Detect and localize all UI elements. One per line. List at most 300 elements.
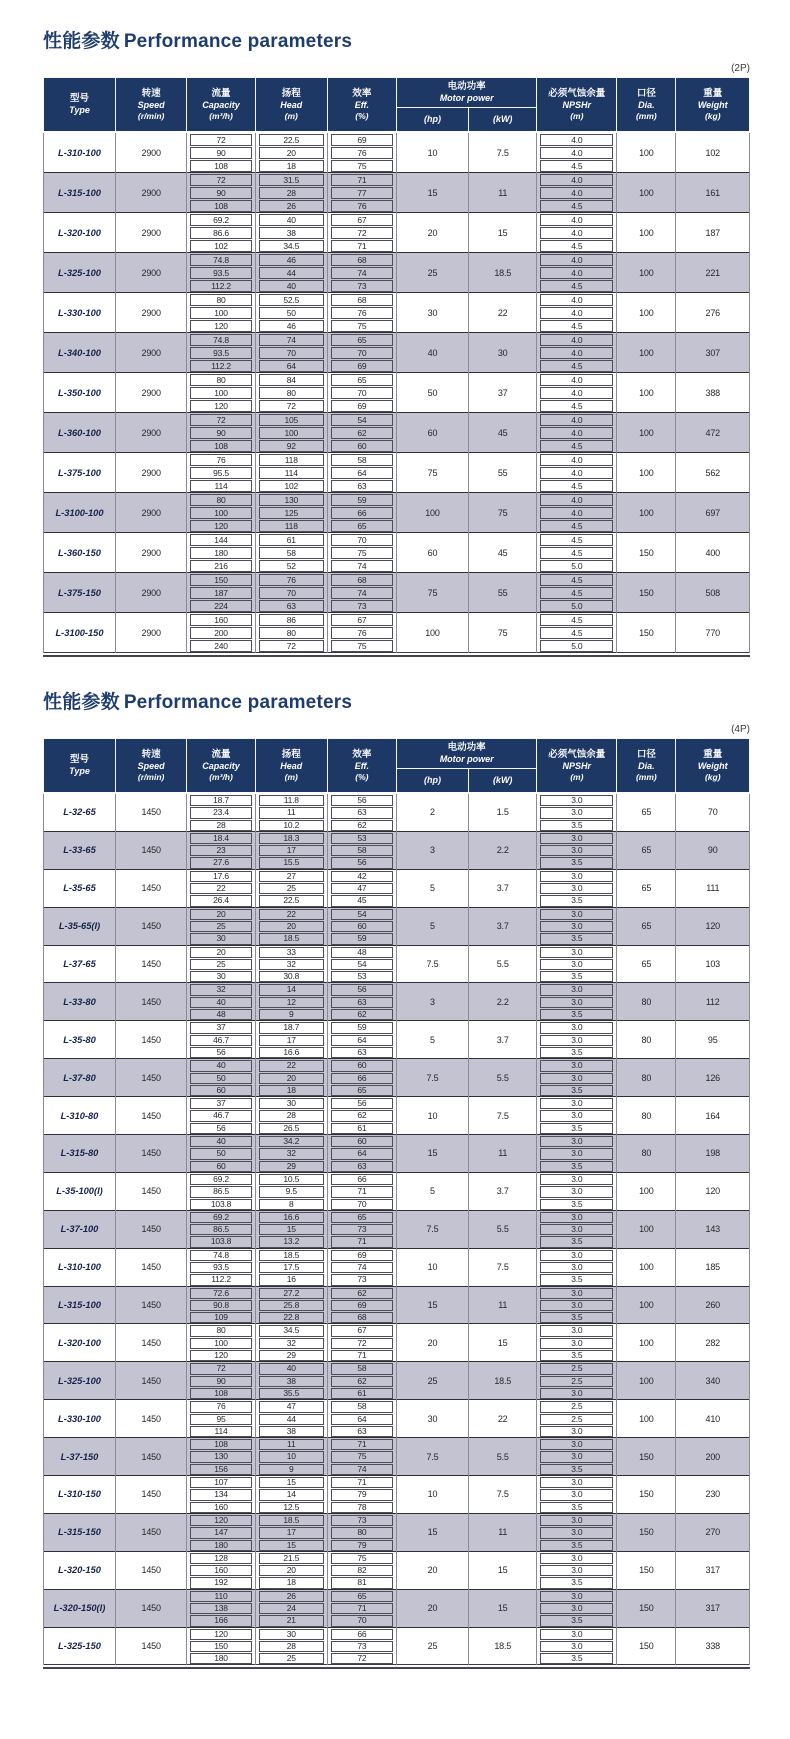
npshr-value-cell bbox=[537, 1488, 617, 1500]
eff-value-cell bbox=[327, 1299, 396, 1311]
capacity-value: 69.2 bbox=[190, 1174, 251, 1185]
head-value-cell bbox=[255, 1551, 327, 1564]
hp-value-cell: 10 bbox=[396, 1248, 468, 1286]
eff-value: 76 bbox=[331, 147, 393, 159]
capacity-value-cell bbox=[187, 506, 255, 519]
npshr-value-cell bbox=[537, 1046, 617, 1059]
capacity-value-cell bbox=[187, 1248, 255, 1261]
npshr-value: 3.0 bbox=[540, 1224, 613, 1235]
capacity-value-cell bbox=[187, 907, 255, 920]
capacity-value: 32 bbox=[190, 984, 251, 995]
npshr-value-cell bbox=[537, 907, 617, 920]
head-value-cell bbox=[255, 253, 327, 267]
npshr-value-cell bbox=[537, 386, 617, 399]
spec-row bbox=[44, 1589, 750, 1602]
head-value: 32 bbox=[259, 959, 324, 970]
capacity-value: 112.2 bbox=[190, 1274, 251, 1285]
spec-row bbox=[44, 831, 750, 844]
kw-value-cell: 5.5 bbox=[468, 1059, 536, 1097]
eff-value: 79 bbox=[331, 1540, 393, 1551]
capacity-value: 76 bbox=[190, 454, 251, 466]
eff-value: 63 bbox=[331, 480, 393, 492]
eff-value: 79 bbox=[331, 1489, 393, 1500]
head-value: 84 bbox=[259, 374, 324, 386]
head-value-cell bbox=[255, 1135, 327, 1148]
speed-cell: 2900 bbox=[116, 173, 187, 213]
eff-value: 71 bbox=[331, 1350, 393, 1361]
capacity-value-cell bbox=[187, 1223, 255, 1235]
npshr-value-cell bbox=[537, 519, 617, 533]
speed-cell: 1450 bbox=[116, 1476, 187, 1514]
type-cell: L-375-150 bbox=[44, 573, 116, 613]
npshr-value: 3.0 bbox=[540, 947, 613, 958]
npshr-value-cell bbox=[537, 1273, 617, 1286]
npshr-value: 5.0 bbox=[540, 600, 613, 612]
eff-value-cell bbox=[327, 1084, 396, 1097]
kw-value-cell: 3.7 bbox=[468, 1021, 536, 1059]
weight-cell: 317 bbox=[676, 1551, 750, 1589]
head-value: 9 bbox=[259, 1464, 324, 1475]
npshr-value: 3.5 bbox=[540, 1047, 613, 1058]
npshr-value: 2.5 bbox=[540, 1414, 613, 1425]
head-value-cell bbox=[255, 1311, 327, 1324]
capacity-value-cell bbox=[187, 983, 255, 996]
hp-value-cell: 75 bbox=[396, 573, 468, 613]
eff-value-cell bbox=[327, 613, 396, 627]
head-value-cell bbox=[255, 1602, 327, 1614]
capacity-value: 56 bbox=[190, 1123, 251, 1134]
table-bottom-rule bbox=[43, 1667, 750, 1669]
npshr-value-cell bbox=[537, 894, 617, 907]
eff-value-cell bbox=[327, 279, 396, 293]
eff-value: 62 bbox=[331, 1009, 393, 1020]
capacity-value: 20 bbox=[190, 909, 251, 920]
npshr-value-cell bbox=[537, 1513, 617, 1526]
dia-cell: 150 bbox=[617, 573, 676, 613]
eff-value-cell bbox=[327, 413, 396, 427]
head-value: 25 bbox=[259, 1653, 324, 1664]
capacity-value: 100 bbox=[190, 1338, 251, 1349]
kw-value-cell: 7.5 bbox=[468, 132, 536, 173]
head-value: 31.5 bbox=[259, 174, 324, 186]
npshr-value-cell bbox=[537, 346, 617, 359]
capacity-value: 156 bbox=[190, 1464, 251, 1475]
head-value: 22 bbox=[259, 909, 324, 920]
eff-value: 58 bbox=[331, 845, 393, 856]
eff-value: 56 bbox=[331, 1098, 393, 1109]
capacity-value-cell bbox=[187, 1576, 255, 1589]
kw-value-cell: 75 bbox=[468, 493, 536, 533]
head-value-cell bbox=[255, 239, 327, 253]
col-header-npshr: 必须气蚀余量 NPSHr (m) bbox=[537, 78, 617, 133]
head-value: 18 bbox=[259, 160, 324, 172]
section-title bbox=[43, 26, 750, 53]
npshr-value: 4.0 bbox=[540, 227, 613, 239]
hp-value-cell: 60 bbox=[396, 533, 468, 573]
type-cell: L-37-80 bbox=[44, 1059, 116, 1097]
npshr-value-cell bbox=[537, 983, 617, 996]
weight-cell: 282 bbox=[676, 1324, 750, 1362]
npshr-value: 3.0 bbox=[540, 1060, 613, 1071]
head-value: 12.5 bbox=[259, 1502, 324, 1513]
speed-cell: 1450 bbox=[116, 1513, 187, 1551]
hp-value-cell: 5 bbox=[396, 869, 468, 907]
eff-value: 69 bbox=[331, 360, 393, 372]
weight-cell: 143 bbox=[676, 1210, 750, 1248]
dia-cell: 150 bbox=[617, 1476, 676, 1514]
head-value-cell bbox=[255, 856, 327, 869]
dia-cell: 80 bbox=[617, 1135, 676, 1173]
eff-value: 71 bbox=[331, 1186, 393, 1197]
npshr-value: 3.0 bbox=[540, 845, 613, 856]
eff-value: 75 bbox=[331, 547, 393, 559]
npshr-value: 3.5 bbox=[540, 1312, 613, 1323]
spec-row bbox=[44, 983, 750, 996]
capacity-value: 50 bbox=[190, 1148, 251, 1159]
eff-value-cell bbox=[327, 1501, 396, 1514]
eff-value-cell bbox=[327, 1147, 396, 1159]
head-value: 22.8 bbox=[259, 1312, 324, 1323]
eff-value: 74 bbox=[331, 587, 393, 599]
capacity-value-cell bbox=[187, 1627, 255, 1640]
type-cell: L-33-65 bbox=[44, 831, 116, 869]
dia-cell: 80 bbox=[617, 1059, 676, 1097]
npshr-value-cell bbox=[537, 1097, 617, 1110]
eff-value: 71 bbox=[331, 240, 393, 252]
dia-cell: 80 bbox=[617, 1097, 676, 1135]
head-value-cell bbox=[255, 399, 327, 413]
npshr-value: 3.0 bbox=[540, 1641, 613, 1652]
eff-value-cell bbox=[327, 1109, 396, 1121]
speed-cell: 2900 bbox=[116, 573, 187, 613]
speed-cell: 1450 bbox=[116, 831, 187, 869]
capacity-value-cell bbox=[187, 519, 255, 533]
type-cell: L-330-100 bbox=[44, 1400, 116, 1438]
npshr-value: 3.0 bbox=[540, 1603, 613, 1614]
head-value-cell bbox=[255, 519, 327, 533]
capacity-value: 23 bbox=[190, 845, 251, 856]
capacity-value: 147 bbox=[190, 1527, 251, 1538]
col-header-speed: 转速 Speed (r/min) bbox=[116, 78, 187, 133]
npshr-value-cell bbox=[537, 869, 617, 882]
capacity-value-cell bbox=[187, 639, 255, 653]
eff-value-cell bbox=[327, 1072, 396, 1084]
eff-value: 53 bbox=[331, 833, 393, 844]
eff-value: 66 bbox=[331, 1174, 393, 1185]
speed-cell: 1450 bbox=[116, 1210, 187, 1248]
npshr-value-cell bbox=[537, 506, 617, 519]
capacity-value-cell bbox=[187, 1640, 255, 1652]
npshr-value: 2.5 bbox=[540, 1401, 613, 1412]
head-value-cell bbox=[255, 1223, 327, 1235]
spec-row bbox=[44, 293, 750, 307]
npshr-value-cell bbox=[537, 1652, 617, 1665]
spec-row bbox=[44, 453, 750, 467]
weight-cell: 770 bbox=[676, 613, 750, 653]
head-value-cell bbox=[255, 806, 327, 818]
head-value-cell bbox=[255, 1337, 327, 1349]
eff-value: 67 bbox=[331, 1325, 393, 1336]
head-value-cell bbox=[255, 319, 327, 333]
head-value: 34.2 bbox=[259, 1136, 324, 1147]
head-value: 58 bbox=[259, 547, 324, 559]
eff-value: 62 bbox=[331, 1288, 393, 1299]
col-header-capacity: 流量 Capacity (m³/h) bbox=[187, 78, 255, 133]
speed-cell: 2900 bbox=[116, 213, 187, 253]
npshr-value-cell bbox=[537, 1576, 617, 1589]
hp-value-cell: 30 bbox=[396, 293, 468, 333]
kw-value-cell: 22 bbox=[468, 293, 536, 333]
speed-cell: 1450 bbox=[116, 1135, 187, 1173]
capacity-value-cell bbox=[187, 466, 255, 479]
npshr-value: 3.0 bbox=[540, 807, 613, 818]
head-value: 11.8 bbox=[259, 795, 324, 806]
eff-value: 70 bbox=[331, 387, 393, 399]
npshr-value-cell bbox=[537, 1122, 617, 1135]
capacity-value-cell bbox=[187, 253, 255, 267]
capacity-value: 86.5 bbox=[190, 1186, 251, 1197]
capacity-value-cell bbox=[187, 533, 255, 547]
eff-value: 62 bbox=[331, 820, 393, 831]
npshr-value-cell bbox=[537, 1589, 617, 1602]
dia-cell: 100 bbox=[617, 132, 676, 173]
eff-value: 71 bbox=[331, 1603, 393, 1614]
capacity-value: 46.7 bbox=[190, 1110, 251, 1121]
eff-value-cell bbox=[327, 453, 396, 467]
eff-value: 74 bbox=[331, 560, 393, 572]
eff-value: 64 bbox=[331, 1035, 393, 1046]
weight-cell: 102 bbox=[676, 132, 750, 173]
head-value: 80 bbox=[259, 387, 324, 399]
eff-value-cell bbox=[327, 266, 396, 279]
col-header-head: 扬程 Head (m) bbox=[255, 78, 327, 133]
capacity-value: 120 bbox=[190, 1629, 251, 1640]
head-value: 30 bbox=[259, 1629, 324, 1640]
capacity-value: 74.8 bbox=[190, 334, 251, 346]
eff-value: 63 bbox=[331, 997, 393, 1008]
capacity-value: 90 bbox=[190, 1376, 251, 1387]
head-value-cell bbox=[255, 882, 327, 894]
eff-value-cell bbox=[327, 253, 396, 267]
head-value: 63 bbox=[259, 600, 324, 612]
capacity-value-cell bbox=[187, 1564, 255, 1576]
head-value: 52 bbox=[259, 560, 324, 572]
capacity-value-cell bbox=[187, 1513, 255, 1526]
eff-value-cell bbox=[327, 1564, 396, 1576]
capacity-value-cell bbox=[187, 1311, 255, 1324]
head-value-cell bbox=[255, 831, 327, 844]
eff-value: 59 bbox=[331, 494, 393, 506]
capacity-value: 216 bbox=[190, 560, 251, 572]
eff-value-cell bbox=[327, 399, 396, 413]
hp-value-cell: 25 bbox=[396, 1362, 468, 1400]
capacity-value-cell bbox=[187, 1147, 255, 1159]
eff-value-cell bbox=[327, 1160, 396, 1173]
npshr-value-cell bbox=[537, 1400, 617, 1413]
weight-cell: 111 bbox=[676, 869, 750, 907]
npshr-value-cell bbox=[537, 970, 617, 983]
capacity-value-cell bbox=[187, 132, 255, 146]
capacity-value: 166 bbox=[190, 1615, 251, 1626]
speed-cell: 1450 bbox=[116, 1059, 187, 1097]
eff-value: 67 bbox=[331, 614, 393, 626]
npshr-value: 3.0 bbox=[540, 1288, 613, 1299]
npshr-value: 4.5 bbox=[540, 160, 613, 172]
speed-cell: 1450 bbox=[116, 869, 187, 907]
head-value-cell bbox=[255, 1400, 327, 1413]
head-value: 17 bbox=[259, 1527, 324, 1538]
eff-value-cell bbox=[327, 1476, 396, 1489]
capacity-value: 224 bbox=[190, 600, 251, 612]
kw-value-cell: 5.5 bbox=[468, 945, 536, 983]
eff-value-cell bbox=[327, 920, 396, 932]
dia-cell: 150 bbox=[617, 1513, 676, 1551]
head-value-cell bbox=[255, 639, 327, 653]
eff-value: 71 bbox=[331, 1477, 393, 1488]
npshr-value: 3.0 bbox=[540, 1565, 613, 1576]
speed-cell: 1450 bbox=[116, 1362, 187, 1400]
npshr-value-cell bbox=[537, 996, 617, 1008]
npshr-value-cell bbox=[537, 1223, 617, 1235]
eff-value-cell bbox=[327, 626, 396, 639]
capacity-value: 120 bbox=[190, 320, 251, 332]
npshr-value: 3.0 bbox=[540, 1250, 613, 1261]
hp-value-cell: 20 bbox=[396, 1589, 468, 1627]
capacity-value: 60 bbox=[190, 1161, 251, 1172]
npshr-value-cell bbox=[537, 559, 617, 573]
head-value: 18.5 bbox=[259, 933, 324, 944]
npshr-value: 3.0 bbox=[540, 1073, 613, 1084]
speed-cell: 1450 bbox=[116, 1286, 187, 1324]
spec-row bbox=[44, 173, 750, 187]
kw-value-cell: 15 bbox=[468, 213, 536, 253]
head-value: 17 bbox=[259, 1035, 324, 1046]
npshr-value: 4.5 bbox=[540, 280, 613, 292]
eff-value-cell bbox=[327, 793, 396, 806]
type-cell: L-320-100 bbox=[44, 213, 116, 253]
kw-value-cell: 45 bbox=[468, 533, 536, 573]
npshr-value-cell bbox=[537, 239, 617, 253]
npshr-value: 4.5 bbox=[540, 400, 613, 412]
npshr-value: 3.0 bbox=[540, 1515, 613, 1526]
head-value-cell bbox=[255, 1046, 327, 1059]
hp-value-cell: 20 bbox=[396, 1551, 468, 1589]
capacity-value-cell bbox=[187, 373, 255, 387]
weight-cell: 276 bbox=[676, 293, 750, 333]
spec-row bbox=[44, 1400, 750, 1413]
kw-value-cell: 7.5 bbox=[468, 1476, 536, 1514]
eff-value-cell bbox=[327, 1324, 396, 1337]
kw-value-cell: 22 bbox=[468, 1400, 536, 1438]
head-value: 38 bbox=[259, 227, 324, 239]
eff-value: 65 bbox=[331, 374, 393, 386]
kw-value-cell: 15 bbox=[468, 1324, 536, 1362]
eff-value-cell bbox=[327, 213, 396, 227]
capacity-value: 40 bbox=[190, 997, 251, 1008]
capacity-value-cell bbox=[187, 239, 255, 253]
head-value-cell bbox=[255, 1097, 327, 1110]
table-body-2p bbox=[44, 132, 750, 653]
capacity-value: 18.7 bbox=[190, 795, 251, 806]
capacity-value-cell bbox=[187, 1589, 255, 1602]
spec-row bbox=[44, 573, 750, 587]
speed-cell: 2900 bbox=[116, 493, 187, 533]
eff-value-cell bbox=[327, 132, 396, 146]
dia-cell: 65 bbox=[617, 907, 676, 945]
npshr-value-cell bbox=[537, 573, 617, 587]
npshr-value-cell bbox=[537, 359, 617, 373]
eff-value-cell bbox=[327, 1652, 396, 1665]
capacity-value: 200 bbox=[190, 627, 251, 639]
eff-value-cell bbox=[327, 226, 396, 239]
head-value: 46 bbox=[259, 320, 324, 332]
head-value: 17.5 bbox=[259, 1262, 324, 1273]
hp-value-cell: 60 bbox=[396, 413, 468, 453]
head-value: 20 bbox=[259, 1073, 324, 1084]
npshr-value-cell bbox=[537, 1109, 617, 1121]
type-cell: L-35-65 bbox=[44, 869, 116, 907]
speed-cell: 1450 bbox=[116, 1324, 187, 1362]
head-value: 18.3 bbox=[259, 833, 324, 844]
capacity-value: 23.4 bbox=[190, 807, 251, 818]
npshr-value: 4.0 bbox=[540, 147, 613, 159]
eff-value-cell bbox=[327, 1375, 396, 1387]
eff-value-cell bbox=[327, 856, 396, 869]
npshr-value-cell bbox=[537, 132, 617, 146]
eff-value: 62 bbox=[331, 1110, 393, 1121]
capacity-value: 76 bbox=[190, 1401, 251, 1412]
speed-cell: 1450 bbox=[116, 1400, 187, 1438]
npshr-value-cell bbox=[537, 1602, 617, 1614]
capacity-value: 48 bbox=[190, 1009, 251, 1020]
npshr-value-cell bbox=[537, 844, 617, 856]
capacity-value: 50 bbox=[190, 1073, 251, 1084]
npshr-value: 4.0 bbox=[540, 467, 613, 479]
eff-value: 65 bbox=[331, 1085, 393, 1096]
dia-cell: 65 bbox=[617, 793, 676, 831]
head-value: 9 bbox=[259, 1009, 324, 1020]
spec-row bbox=[44, 1627, 750, 1640]
type-cell: L-37-150 bbox=[44, 1438, 116, 1476]
npshr-value: 3.0 bbox=[540, 1186, 613, 1197]
eff-value-cell bbox=[327, 533, 396, 547]
eff-value-cell bbox=[327, 1337, 396, 1349]
npshr-value: 4.0 bbox=[540, 414, 613, 426]
eff-value-cell bbox=[327, 559, 396, 573]
hp-value-cell: 5 bbox=[396, 1021, 468, 1059]
eff-value: 77 bbox=[331, 187, 393, 199]
eff-value: 72 bbox=[331, 1653, 393, 1664]
capacity-value: 120 bbox=[190, 520, 251, 532]
type-cell: L-35-100(I) bbox=[44, 1172, 116, 1210]
npshr-value-cell bbox=[537, 1614, 617, 1627]
dia-cell: 100 bbox=[617, 1400, 676, 1438]
head-value-cell bbox=[255, 279, 327, 293]
hp-value-cell: 10 bbox=[396, 132, 468, 173]
head-value: 13.2 bbox=[259, 1236, 324, 1247]
eff-value-cell bbox=[327, 573, 396, 587]
capacity-value-cell bbox=[187, 599, 255, 613]
title-en: Performance parameters bbox=[123, 692, 353, 713]
npshr-value: 3.0 bbox=[540, 921, 613, 932]
capacity-value-cell bbox=[187, 333, 255, 347]
npshr-value-cell bbox=[537, 806, 617, 818]
head-value-cell bbox=[255, 1109, 327, 1121]
eff-value: 81 bbox=[331, 1577, 393, 1588]
capacity-value-cell bbox=[187, 869, 255, 882]
npshr-value: 3.5 bbox=[540, 1123, 613, 1134]
spec-row bbox=[44, 533, 750, 547]
